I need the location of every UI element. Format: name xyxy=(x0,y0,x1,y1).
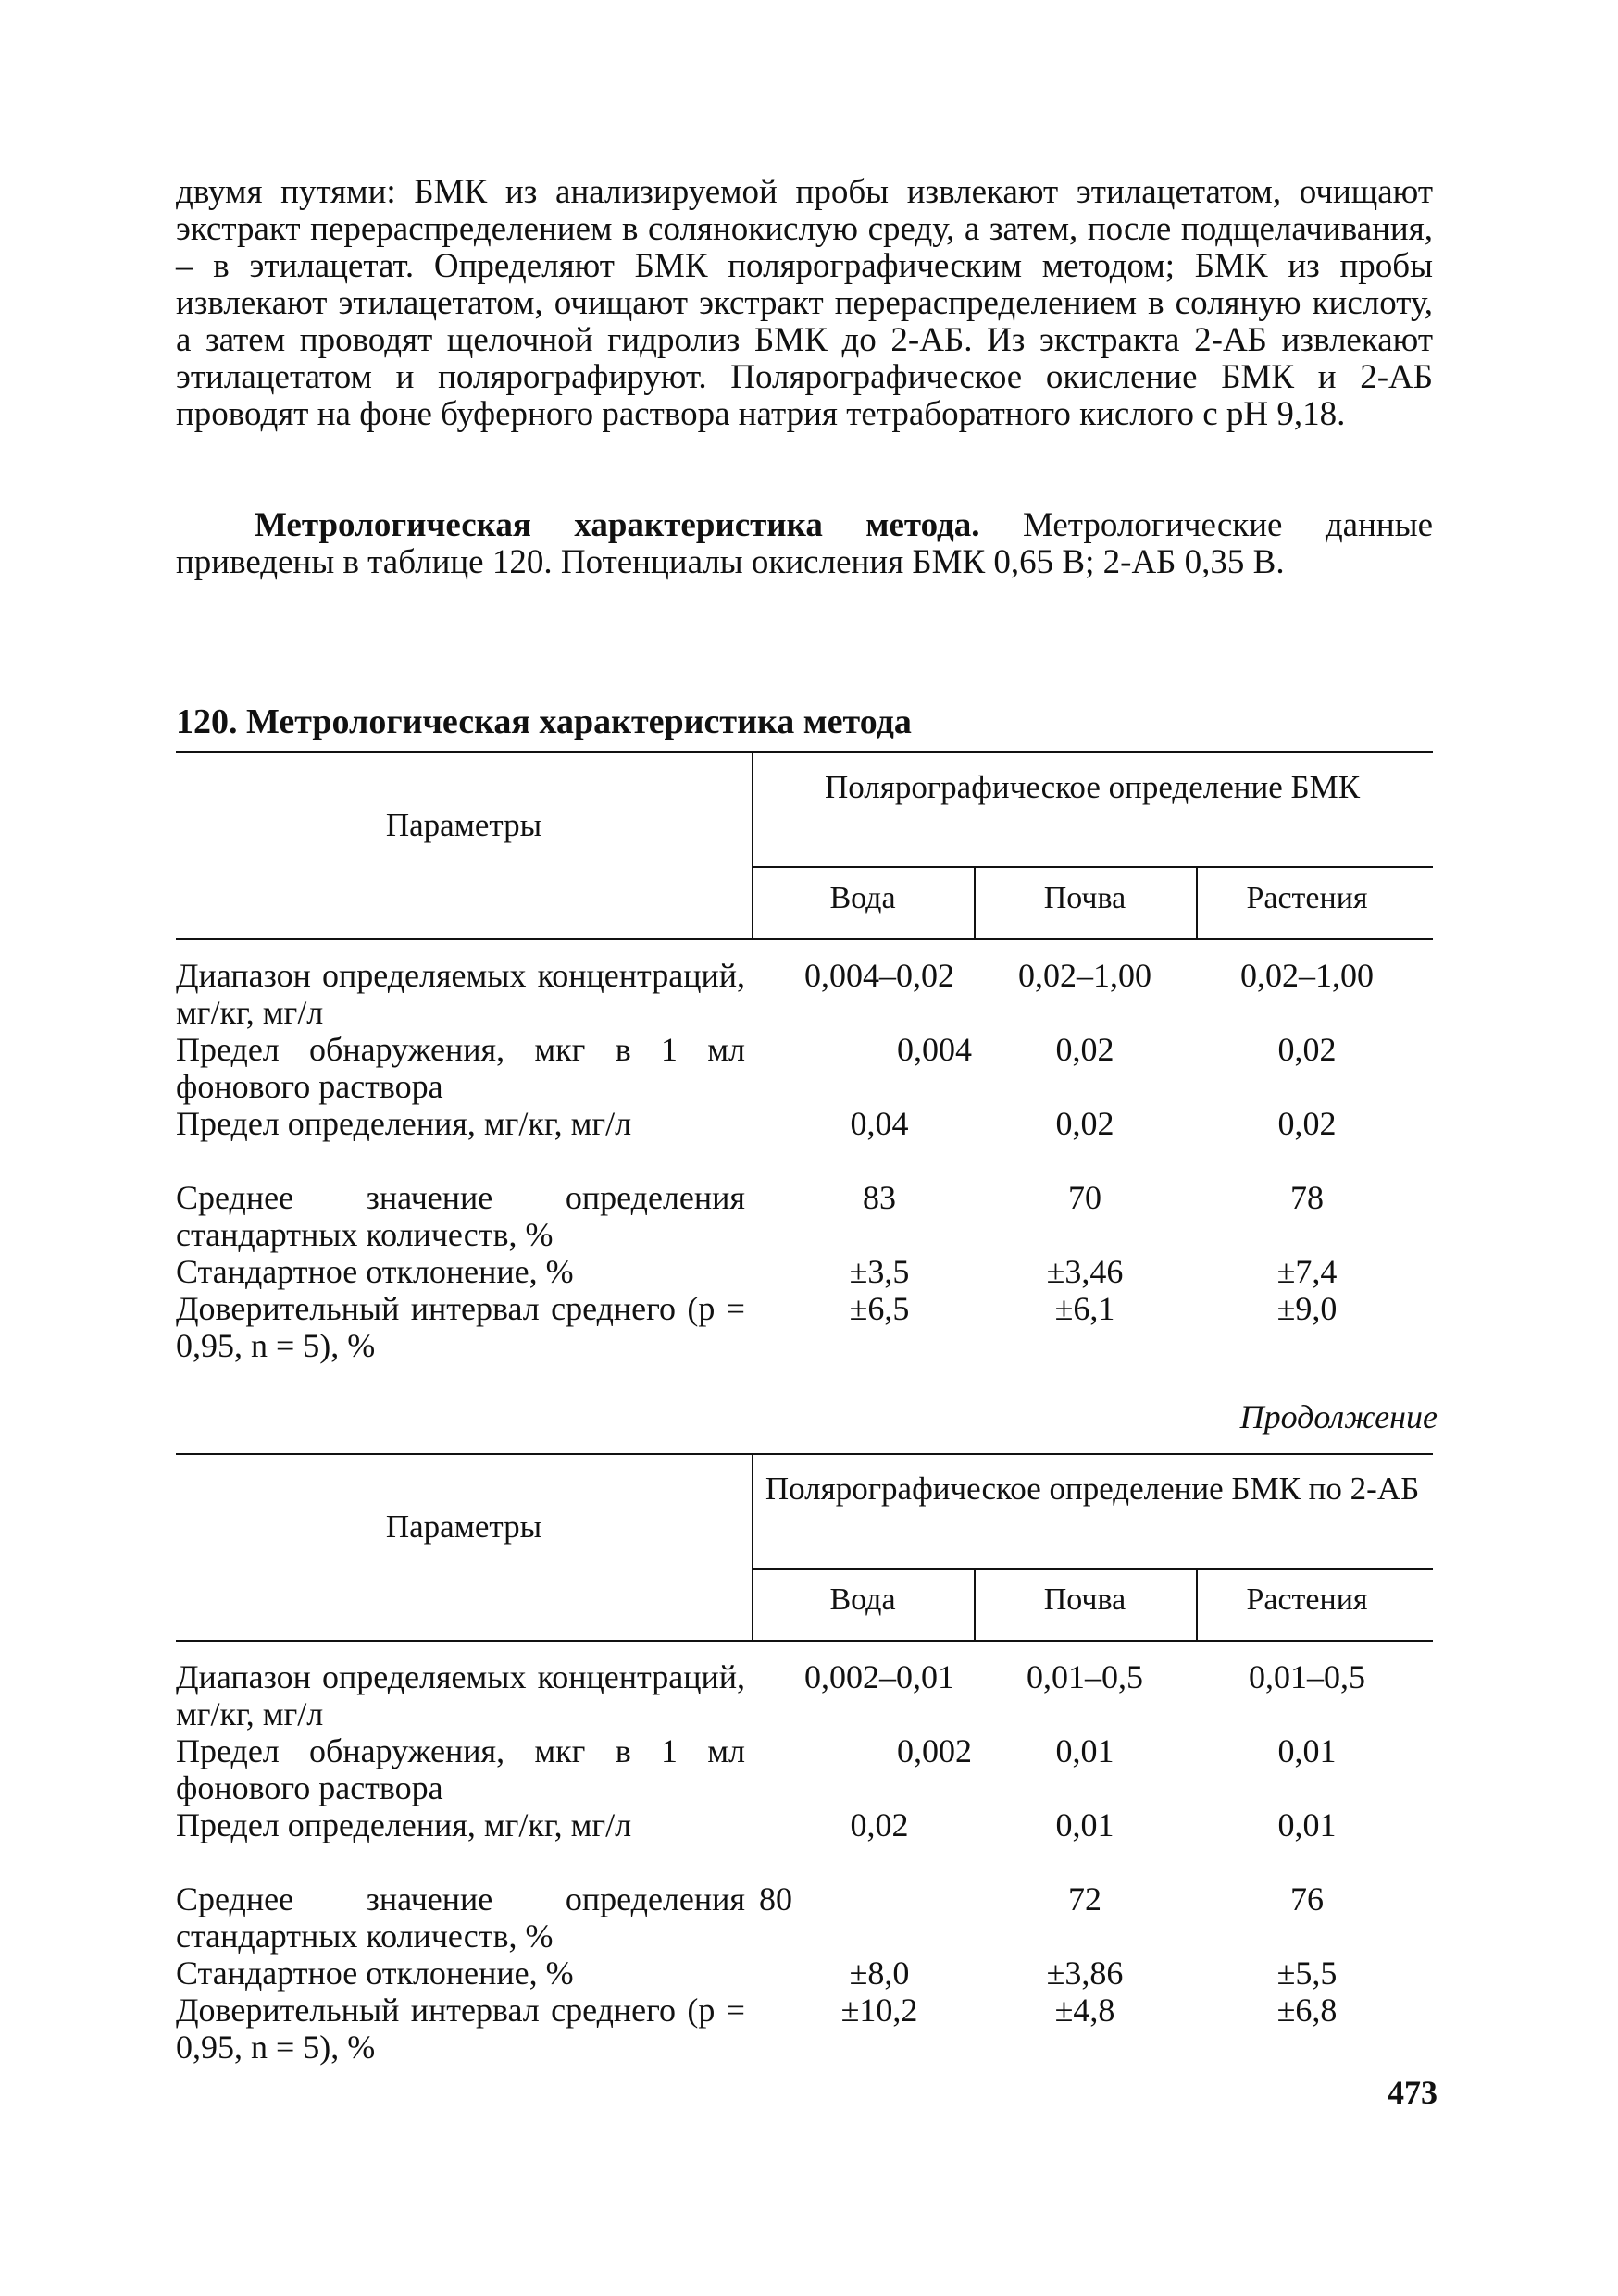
header-bottom-rule xyxy=(176,938,1433,940)
group-subrule xyxy=(752,1568,1433,1570)
cell-soil: 0,01–0,5 xyxy=(1027,1658,1143,1695)
cell-water: ±10,2 xyxy=(840,1992,918,2029)
column-header-plants: Растения xyxy=(1246,881,1368,915)
cell-water: 0,02 xyxy=(850,1806,909,1843)
column-header-soil: Почва xyxy=(1043,881,1126,915)
row-label: Диапазон определяемых концентраций, мг/кг, мг/л xyxy=(176,957,745,1031)
cell-plants: ±5,5 xyxy=(1276,1955,1338,1992)
cell-water: 0,04 xyxy=(850,1105,909,1142)
metrology-paragraph xyxy=(176,507,1433,581)
params-header: Параметры xyxy=(385,807,542,843)
cell-soil: 72 xyxy=(1068,1880,1101,1917)
cell-soil: 0,02 xyxy=(1055,1105,1114,1142)
page-number: 473 xyxy=(1388,2074,1438,2111)
continuation-label: Продолжение xyxy=(1239,1398,1438,1435)
group-subrule xyxy=(752,866,1433,868)
row-label: Стандартное отклонение, % xyxy=(176,1253,574,1290)
cell-plants: 78 xyxy=(1290,1179,1324,1216)
row-label: Среднее значение определения стандартных количеств, % xyxy=(176,1179,745,1253)
row-label: Доверительный интервал среднего (p = 0,95, n = 5), % xyxy=(176,1290,745,1364)
cell-water: ±8,0 xyxy=(849,1955,910,1992)
table-caption: 120. Метрологическая характеристика метода xyxy=(176,702,912,741)
cell-plants: 76 xyxy=(1290,1880,1324,1917)
cell-water: 0,002 xyxy=(897,1732,972,1769)
cell-plants: 0,02 xyxy=(1277,1031,1337,1068)
metrology-text: Метрологические данные приведены в таблице 120. Потенциалы окисления БМК 0,65 В; 2-АБ 0,35 В. xyxy=(176,506,1433,581)
cell-soil: 70 xyxy=(1068,1179,1101,1216)
cell-plants: 0,02–1,00 xyxy=(1240,957,1374,994)
cell-soil: ±6,1 xyxy=(1054,1290,1115,1327)
body-paragraph: двумя путями: БМК из анализируемой пробы извлекают этилацетатом, очищают экстракт перераспределением в солянокислую среду, а затем, после подщелачивания, – в этилацетат. Определяют БМК полярографическим методом; БМК из пробы извлекают этилацетатом, очищают экстракт перераспределением в соляную кислоту, а затем проводят щелочной гидролиз БМК до 2-АБ. Из экстракта 2-АБ извлекают этилацетатом и полярографируют. Полярографическое окисление БМК и 2-АБ проводят на фоне буферного раствора натрия тетраборатного кислого с pH 9,18. xyxy=(176,173,1433,433)
cell-soil: 0,01 xyxy=(1055,1806,1114,1843)
cell-water: 0,004 xyxy=(897,1031,972,1068)
row-label: Предел обнаружения, мкг в 1 мл фонового раствора xyxy=(176,1732,745,1806)
cell-plants: 0,01 xyxy=(1277,1806,1337,1843)
cell-plants: 0,02 xyxy=(1277,1105,1337,1142)
cell-water: 0,004–0,02 xyxy=(804,957,954,994)
cell-soil: 0,02 xyxy=(1055,1031,1114,1068)
cell-plants: 0,01–0,5 xyxy=(1249,1658,1365,1695)
column-header-plants: Растения xyxy=(1246,1582,1368,1617)
table-top-rule xyxy=(176,1453,1433,1455)
header-bottom-rule xyxy=(176,1640,1433,1642)
row-label: Предел определения, мг/кг, мг/л xyxy=(176,1806,632,1843)
row-label: Стандартное отклонение, % xyxy=(176,1955,574,1992)
cell-water: ±3,5 xyxy=(849,1253,910,1290)
cell-water: 83 xyxy=(863,1179,896,1216)
column-header-soil: Почва xyxy=(1043,1582,1126,1617)
cell-soil: 0,02–1,00 xyxy=(1018,957,1151,994)
column-header-water: Вода xyxy=(829,881,896,915)
cell-soil: ±4,8 xyxy=(1054,1992,1115,2029)
row-label: Предел обнаружения, мкг в 1 мл фонового раствора xyxy=(176,1031,745,1105)
cell-plants: ±9,0 xyxy=(1276,1290,1338,1327)
column-header-water: Вода xyxy=(829,1582,896,1617)
cell-water: ±6,5 xyxy=(849,1290,910,1327)
cell-soil: 0,01 xyxy=(1055,1732,1114,1769)
params-header: Параметры xyxy=(385,1508,542,1545)
cell-water: 0,002–0,01 xyxy=(804,1658,954,1695)
cell-soil: ±3,86 xyxy=(1046,1955,1124,1992)
row-label: Предел определения, мг/кг, мг/л xyxy=(176,1105,632,1142)
cell-plants: ±6,8 xyxy=(1276,1992,1338,2029)
group-header: Полярографическое определение БМК xyxy=(824,769,1361,805)
row-label: Диапазон определяемых концентраций, мг/кг, мг/л xyxy=(176,1658,745,1732)
table-top-rule xyxy=(176,751,1433,753)
row-label: Доверительный интервал среднего (p = 0,95, n = 5), % xyxy=(176,1992,745,2066)
cell-plants: ±7,4 xyxy=(1276,1253,1338,1290)
cell-soil: ±3,46 xyxy=(1046,1253,1124,1290)
group-header: Полярографическое определение БМК по 2-АБ xyxy=(765,1471,1420,1507)
metrology-lead: Метрологическая характеристика метода. xyxy=(255,506,980,544)
cell-water: 80 xyxy=(759,1880,792,1917)
row-label: Среднее значение определения стандартных количеств, % xyxy=(176,1880,745,1955)
cell-plants: 0,01 xyxy=(1277,1732,1337,1769)
